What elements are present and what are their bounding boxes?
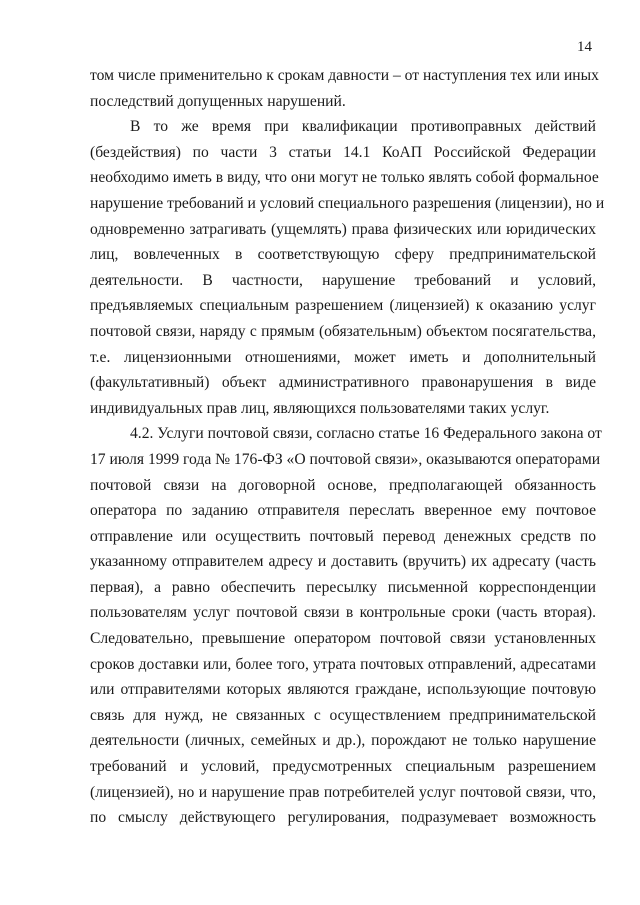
text-line: том числе применительно к срокам давности – от наступления тех или иных — [90, 67, 599, 84]
text-line: почтовой связи, наряду с прямым (обязательным) объектом посягательства, — [90, 322, 596, 340]
text-line: 4.2. Услуги почтовой связи, согласно статье 16 Федерального закона от — [130, 425, 602, 443]
text-line: индивидуальных прав лиц, являющихся пользователями таких услуг. — [90, 399, 550, 417]
text-line: Следовательно, превышение оператором почтовой связи установленных — [90, 630, 596, 648]
text-line: необходимо иметь в виду, что они могут не только являть собой формальное — [90, 169, 599, 187]
text-line: первая), а равно обеспечить пересылку письменной корреспонденции — [90, 578, 596, 596]
text-line: (факультативный) объект административного правонарушения в виде — [90, 374, 596, 392]
text-line: лиц, вовлеченных в соответствующую сферу предпринимательской — [90, 246, 596, 264]
text-line: деятельности (личных, семейных и др.), порождают не только нарушение — [90, 732, 596, 750]
text-line: одновременно затрагивать (ущемлять) права физических или юридических — [90, 220, 596, 238]
text-line: т.е. лицензионными отношениями, может иметь и дополнительный — [90, 348, 596, 366]
text-line: В то же время при квалификации противоправных действий — [130, 118, 596, 136]
text-line: почтовой связи на договорной основе, предполагающей обязанность — [90, 476, 596, 494]
text-line: указанному отправителем адресу и доставить (вручить) их адресату (часть — [90, 553, 596, 571]
text-line: по смыслу действующего регулирования, подразумевает возможность — [90, 809, 596, 827]
text-line: или отправителями которых являются граждане, использующие почтовую — [90, 681, 596, 699]
text-line: (лицензией), но и нарушение прав потребителей услуг почтовой связи, что, — [90, 783, 596, 801]
text-line: пользователям услуг почтовой связи в контрольные сроки (часть вторая). — [90, 604, 596, 622]
text-line: сроков доставки или, более того, утрата почтовых отправлений, адресатами — [90, 655, 596, 673]
page-number: 14 — [577, 39, 592, 55]
text-line: требований и условий, предусмотренных специальным разрешением — [90, 758, 596, 776]
text-line: последствий допущенных нарушений. — [90, 92, 346, 110]
text-line: оператора по заданию отправителя переслать вверенное ему почтовое — [90, 502, 596, 520]
text-line: (бездействия) по части 3 статьи 14.1 КоАП Российской Федерации — [90, 143, 596, 161]
text-line: деятельности. В частности, нарушение требований и условий, — [90, 271, 596, 289]
text-line: предъявляемых специальным разрешением (лицензией) к оказанию услуг — [90, 297, 596, 315]
text-line: нарушение требований и условий специального разрешения (лицензии), но и — [90, 194, 605, 212]
text-line: 17 июля 1999 года № 176-ФЗ «О почтовой связи», оказываются операторами — [90, 450, 601, 468]
text-line: связь для нужд, не связанных с осуществлением предпринимательской — [90, 706, 596, 724]
text-line: отправление или осуществить почтовый перевод денежных средств по — [90, 527, 596, 545]
body-text — [90, 63, 605, 831]
